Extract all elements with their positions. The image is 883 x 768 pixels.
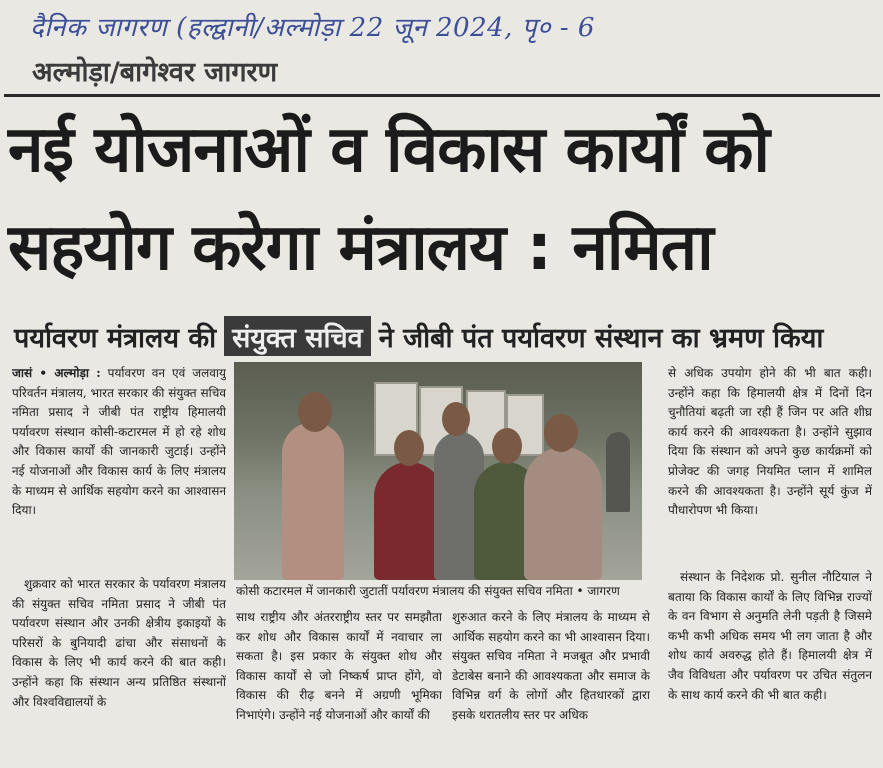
column-1-text-a: पर्यावरण वन एवं जलवायु परिवर्तन मंत्रालय, भारत सरकार की संयुक्त सचिव नमिता प्रसाद ने जीबी पंत राष्ट्रीय हिमालयी पर्यावरण संस्थान कोसी-कटारमल में हो रहे शोध और विकास कार्यों की जानकारी जुटाई। उन्होंने नई योजनाओं और विकास कार्य के लिए मंत्रालय के माध्यम से आर्थिक सहयोग करने का आश्वासन दिया। xyxy=(12,366,226,518)
news-photo xyxy=(234,362,642,580)
subhead-suffix: ने जीबी पंत पर्यावरण संस्थान का भ्रमण किया xyxy=(378,322,824,354)
article-column-2 xyxy=(236,608,442,764)
column-3-text: शुरुआत करने के लिए मंत्रालय के माध्यम से आर्थिक सहयोग करने का भी आश्वासन दिया। संयुक्त सचिव नमिता ने मजबूत और प्रभावी डेटाबेस बनाने की आवश्यकता और समाज के विभिन्न वर्ग के लोगों और हितधारकों द्वारा इसके धरातलीय स्तर पर अधिक xyxy=(452,610,650,722)
article-column-1-bottom xyxy=(12,575,226,765)
section-masthead: अल्मोड़ा/बागेश्वर जागरण xyxy=(32,57,278,88)
handwritten-source-note: दैनिक जागरण (हल्द्वानी/अल्मोड़ा 22 जून 2024, पृ० - 6 xyxy=(30,13,595,43)
column-4-text-b: संस्थान के निदेशक प्रो. सुनील नौटियाल ने बताया कि विकास कार्यों के लिए विभिन्न राज्यों के वन विभाग से अनुमति लेनी पड़ती है जिसमे कभी कभी अधिक समय भी लग जाता है और शोध कार्य अवरुद्ध होते हैं। हिमालयी क्षेत्र में जैव विविधता और पर्यावरण पर उचित संतुलन के साथ कार्य करने की भी बात कही। xyxy=(668,570,872,702)
subhead-prefix: पर्यावरण मंत्रालय की xyxy=(14,322,217,354)
column-2-text: साथ राष्ट्रीय और अंतरराष्ट्रीय स्तर पर समझौता कर शोध और विकास कार्यों में नवाचार ला सकता है। इस प्रकार के संयुक्त शोध और विकास कार्यों से जो निष्कर्ष प्राप्त होंगे, वो विकास की रीढ़ बनने में अग्रणी भूमिका निभाएंगे। उन्होंने नई योजनाओं और कार्यों की xyxy=(236,610,442,722)
photo-caption: कोसी कटारमल में जानकारी जुटातीं पर्यावरण मंत्रालय की संयुक्त सचिव नमिता • जागरण xyxy=(236,584,620,598)
article-column-1-top xyxy=(12,364,226,574)
headline-line-1: नई योजनाओं व विकास कार्यों को xyxy=(8,113,769,187)
article-column-3 xyxy=(452,608,650,764)
article-column-4-top xyxy=(668,364,872,560)
subheadline xyxy=(14,314,880,358)
article-column-4-bottom xyxy=(668,568,872,764)
subhead-highlight: संयुक्त सचिव xyxy=(224,316,371,356)
headline-line-2: सहयोग करेगा मंत्रालय : नमिता xyxy=(8,211,713,285)
masthead-rule xyxy=(4,94,880,97)
column-4-text-a: से अधिक उपयोग होने की भी बात कही। उन्होंने कहा कि हिमालयी क्षेत्र में दिनों दिन चुनौतियां बढ़ती जा रही हैं जिन पर अति शीघ्र कार्य करने की आवश्यकता है। उन्होंने सुझाव दिया कि संस्थान को अपने कुछ कार्यक्रमों को प्रोजेक्ट की जगह नियमित प्लान में शामिल करने की आवश्यकता है। उन्होंने सूर्य कुंज में पौधारोपण भी किया। xyxy=(668,366,872,518)
column-1-text-b: शुक्रवार को भारत सरकार के पर्यावरण मंत्रालय की संयुक्त सचिव नमिता प्रसाद ने जीबी पंत पर्यावरण संस्थान और उनकी क्षेत्रीय इकाइयों के परिसरों के बुनियादी ढांचा और संसाधनों के विकास के लिए भी कार्य करने की बात कही। उन्होंने कहा कि संस्थान अन्य प्रतिष्ठित संस्थानों और विश्वविद्यालयों के xyxy=(12,577,226,709)
dateline: जासं • अल्मोड़ा : xyxy=(12,366,101,380)
